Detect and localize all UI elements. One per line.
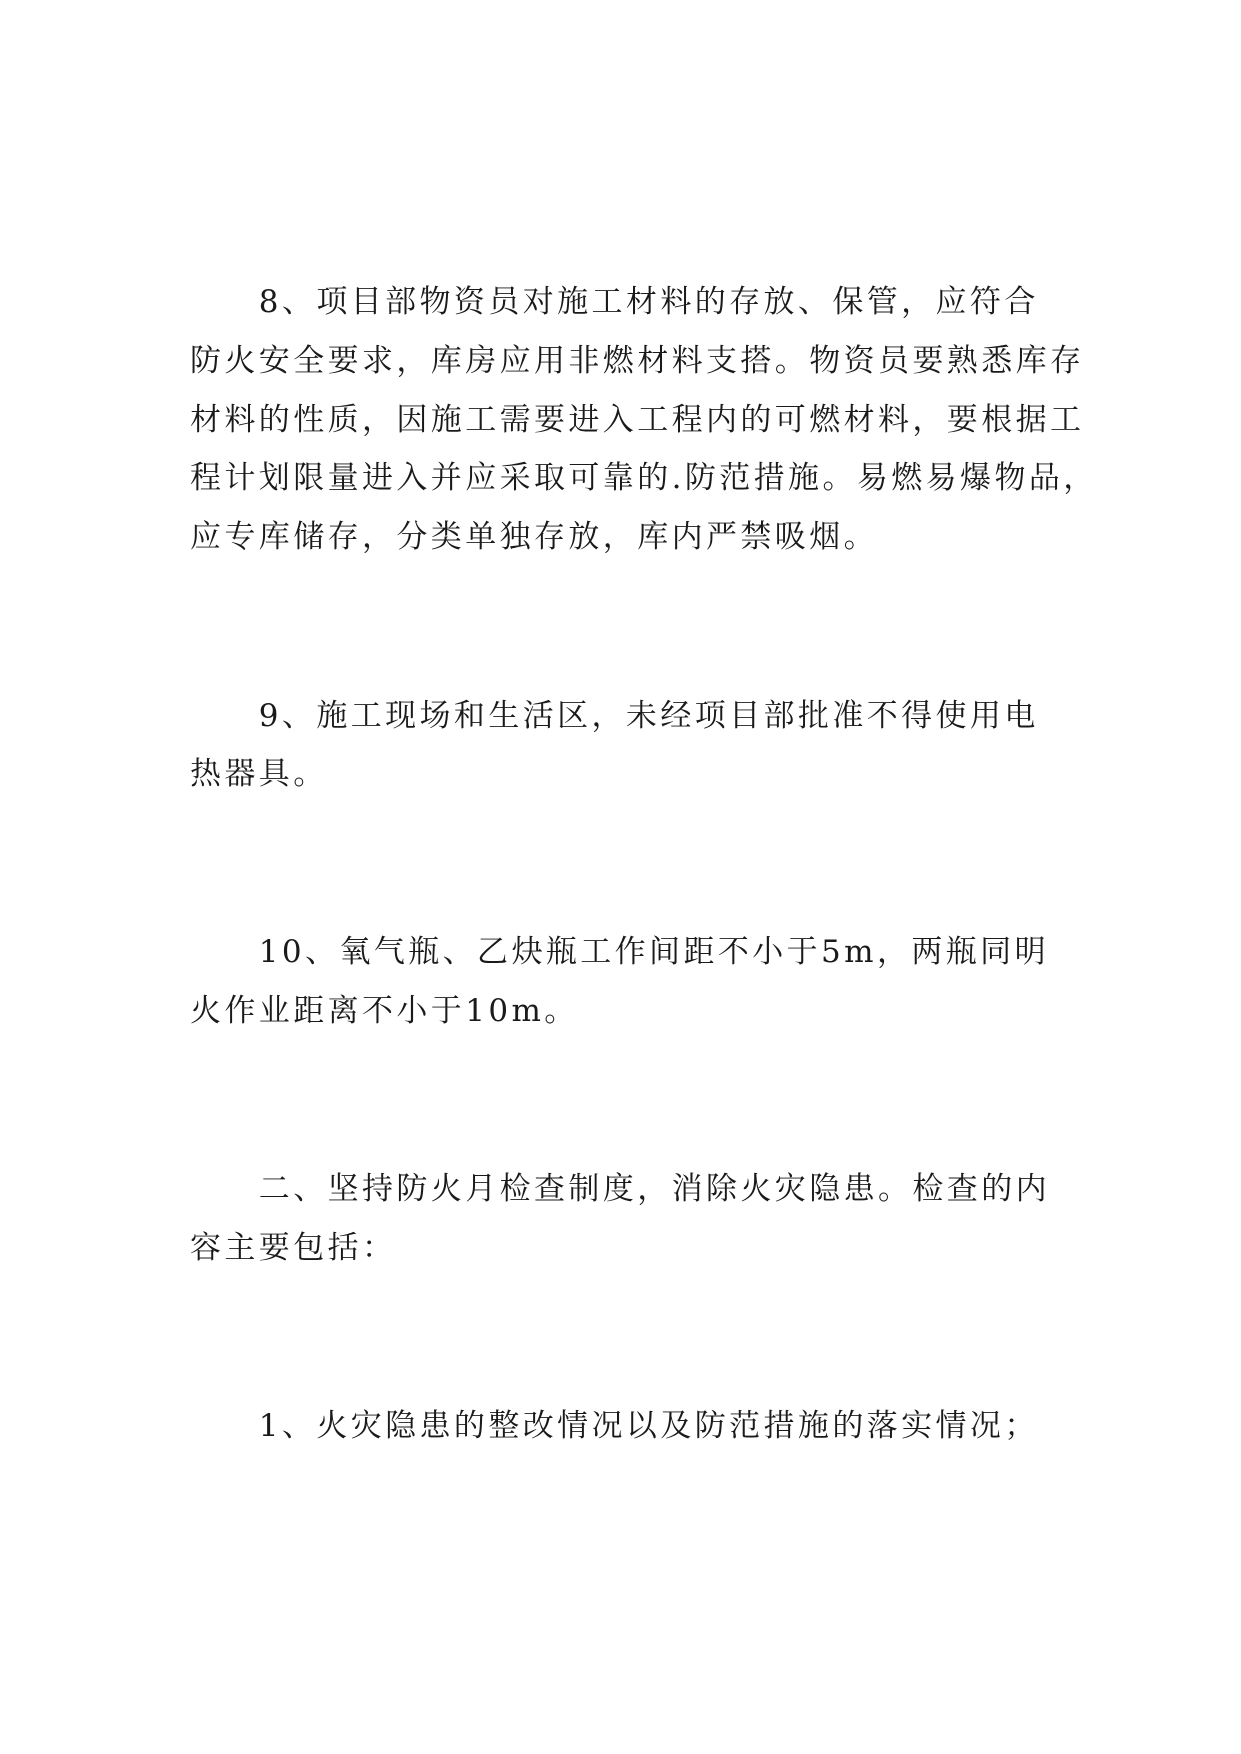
paragraph-line: 材料的性质，因施工需要进入工程内的可燃材料，要根据工 [190,402,1085,438]
paragraph-line: 火作业距离不小于10m。 [190,993,579,1029]
paragraph-line: 9、施工现场和生活区，未经项目部批准不得使用电 [190,698,1039,734]
paragraph-line: 热器具。 [190,756,328,792]
paragraph-line: 程计划限量进入并应采取可靠的.防范措施。易燃易爆物品， [190,460,1098,496]
paragraph-line: 8、项目部物资员对施工材料的存放、保管，应符合 [190,284,1039,320]
paragraph-line: 应专库储存，分类单独存放，库内严禁吸烟。 [190,519,878,555]
paragraph-line: 1、火灾隐患的整改情况以及防范措施的落实情况； [190,1408,1039,1444]
paragraph-line: 防火安全要求，库房应用非燃材料支搭。物资员要熟悉库存 [190,343,1085,379]
paragraph-line: 容主要包括： [190,1230,397,1266]
paragraph-line: 10、氧气瓶、乙炔瓶工作间距不小于5m，两瓶同明 [190,934,1049,970]
paragraph-line: 二、坚持防火月检查制度，消除火灾隐患。检查的内 [190,1171,1050,1207]
